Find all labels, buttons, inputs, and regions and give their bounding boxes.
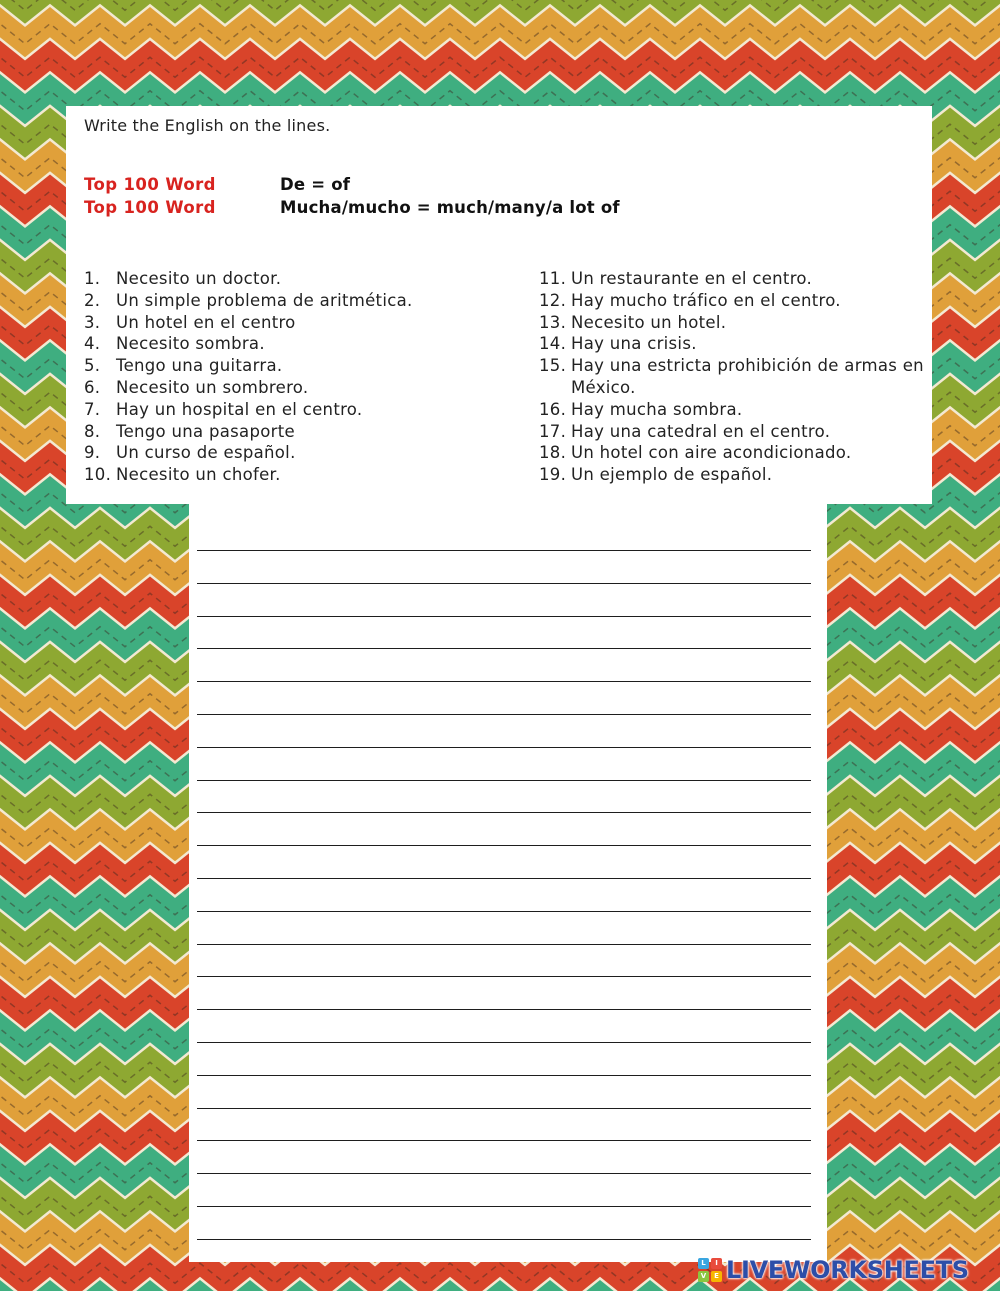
sentence-number: 9. [84,443,101,463]
sentence-text: Un hotel en el centro [116,312,296,332]
answer-line[interactable] [197,648,811,649]
sentence-item [84,377,524,399]
answer-line[interactable] [197,583,811,584]
sentence-item [539,333,924,355]
answer-line[interactable] [197,911,811,912]
answer-line[interactable] [197,1239,811,1240]
sentence-text: Hay un hospital en el centro. [116,399,363,419]
sentence-number: 3. [84,312,101,332]
logo-mark-tile: V [698,1271,709,1282]
vocab-definition: Mucha/mucho = much/many/a lot of [280,198,620,217]
logo-mark-tile: I [711,1258,722,1269]
sentence-item [539,290,924,312]
answer-line[interactable] [197,944,811,945]
sentence-item [84,268,524,290]
sentence-text: Hay una crisis. [571,334,697,354]
answer-line[interactable] [197,780,811,781]
answer-line[interactable] [197,1206,811,1207]
sentence-number: 19. [539,465,567,485]
sentence-text: Necesito un hotel. [571,312,727,332]
sentence-item [539,421,924,443]
sentence-item [84,290,524,312]
sentence-list-right [539,268,924,486]
sentence-number: 2. [84,290,101,310]
sentence-text: Necesito sombra. [116,334,265,354]
sentence-item [539,355,924,399]
sentence-item [539,399,924,421]
sentence-item [539,464,924,486]
vocab-tag: Top 100 Word [84,175,216,194]
sentence-number: 12. [539,290,567,310]
sentence-text: Tengo una pasaporte [116,421,295,441]
logo-mark-tile: E [711,1271,722,1282]
sentence-item [539,268,924,290]
sentence-number: 14. [539,334,567,354]
answer-line[interactable] [197,714,811,715]
vocab-definition: De = of [280,175,351,194]
liveworksheets-logo [698,1255,969,1285]
logo-wordmark: LIVEWORKSHEETS [726,1256,969,1284]
sentence-number: 8. [84,421,101,441]
sentence-item [84,312,524,334]
sentence-list-left [84,268,524,486]
answer-line[interactable] [197,616,811,617]
sentence-text: Hay mucho tráfico en el centro. [571,290,841,310]
sentence-text: Un simple problema de aritmética. [116,290,413,310]
answer-line[interactable] [197,747,811,748]
answer-line[interactable] [197,550,811,551]
sentence-item [539,312,924,334]
sentence-text: Hay mucha sombra. [571,399,743,419]
answer-line[interactable] [197,845,811,846]
sentence-number: 11. [539,269,567,288]
sentence-item [84,399,524,421]
sentence-number: 4. [84,334,101,354]
sentence-text: Un ejemplo de español. [571,465,773,485]
sentence-text: Tengo una guitarra. [116,356,283,376]
vocab-row-1 [84,175,350,194]
sentence-item [84,355,524,377]
answer-line[interactable] [197,878,811,879]
sentence-text: Hay una estricta prohibición de armas en México. [571,356,924,397]
sentence-text: Hay una catedral en el centro. [571,421,831,441]
answer-line[interactable] [197,1108,811,1109]
answer-line[interactable] [197,1042,811,1043]
sentence-text: Un hotel con aire acondicionado. [571,443,852,463]
sentence-item [84,333,524,355]
logo-mark-tile: L [698,1258,709,1269]
answer-line[interactable] [197,976,811,977]
sentence-number: 13. [539,312,567,332]
answer-line[interactable] [197,1075,811,1076]
sentence-item [539,442,924,464]
sentence-number: 15. [539,356,567,376]
logo-mark-icon [698,1258,722,1282]
sentence-number: 7. [84,399,101,419]
sentence-item [84,421,524,443]
instructions-text: Write the English on the lines. [84,116,331,135]
sentence-number: 5. [84,356,101,376]
sentence-text: Un restaurante en el centro. [571,269,813,288]
sentence-item [84,464,524,486]
sentence-number: 18. [539,443,567,463]
sentence-item [84,442,524,464]
sentence-text: Necesito un sombrero. [116,377,309,397]
sentence-text: Necesito un chofer. [116,465,281,485]
sentence-number: 1. [84,269,101,288]
answer-line[interactable] [197,812,811,813]
vocab-row-2 [84,198,620,217]
answer-line[interactable] [197,1173,811,1174]
answer-lines [197,550,811,1272]
sentence-number: 6. [84,377,101,397]
sentence-text: Un curso de español. [116,443,296,463]
sentence-text: Necesito un doctor. [116,269,282,288]
answer-line[interactable] [197,681,811,682]
answer-line[interactable] [197,1009,811,1010]
sentence-number: 17. [539,421,567,441]
answer-line[interactable] [197,1140,811,1141]
vocab-tag: Top 100 Word [84,198,216,217]
sentence-number: 10. [84,465,112,485]
sentence-number: 16. [539,399,567,419]
